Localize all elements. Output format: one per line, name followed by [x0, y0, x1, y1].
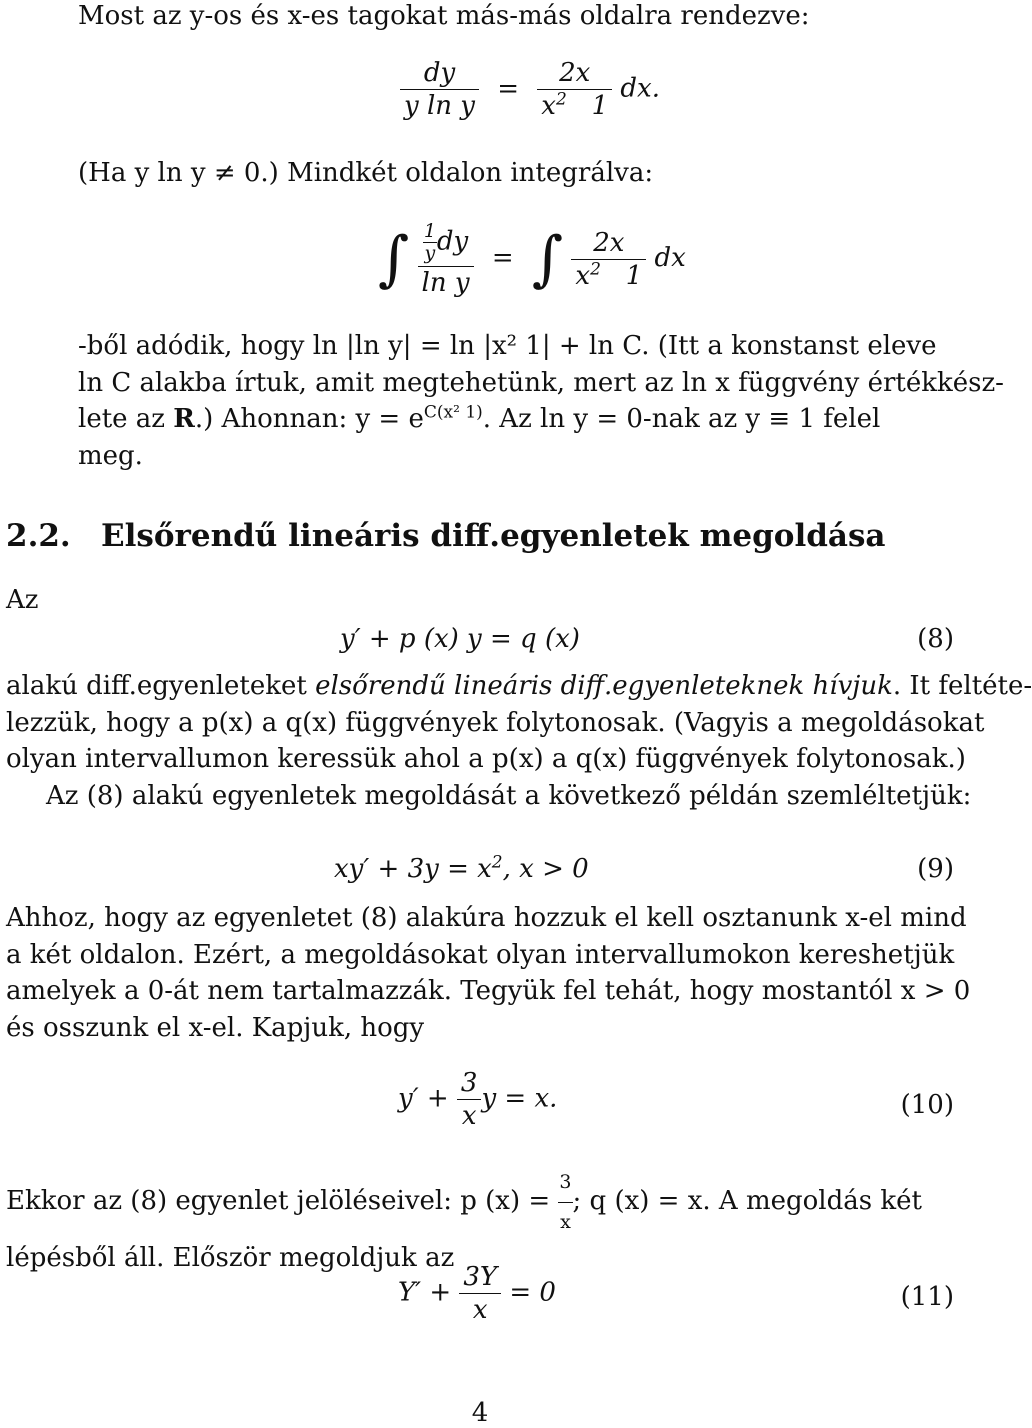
equation-9: $xy' + 3y = x^2$, x > 0 [334, 852, 589, 884]
fraction-3y-over-x: $\frac{3Y}{x}$ [459, 1264, 501, 1323]
definition-line-2: lezzük, hogy a p(x) a q(x) függvények folytonosak. (Vagyis a megoldásokat [6, 707, 985, 738]
divide-line-1: Ahhoz, hogy az egyenletet (8) alakúra hozzuk el kell osztanunk x-el mind [6, 903, 967, 933]
notation-line-1: Ekkor az (8) egyenlet jelöléseivel: p (x) = $\frac{3}{x}$ ; q (x) = x. A megoldás két [6, 1171, 922, 1233]
divide-line-2: a két oldalon. Ezért, a megoldásokat olyan intervallumokon kereshetjük [6, 939, 955, 970]
notation-line-2: lépésből áll. Először megoldjuk az [6, 1243, 455, 1273]
divide-line-4: és osszunk el x-el. Kapjuk, hogy [6, 1012, 425, 1043]
paragraph-definition [6, 668, 1032, 814]
paragraph-intro [78, 0, 810, 35]
paragraph-notation [6, 1164, 922, 1277]
result-line-1: -ből adódik, hogy ln |ln y| = ln |x² 1| + ln C. (Itt a konstanst eleve [78, 331, 937, 361]
equation-11-label: (11) [900, 1282, 954, 1312]
definition-line-3: olyan intervallumon keressük ahol a p(x) a q(x) függvények folytonosak.) [6, 744, 966, 774]
intro-text: Most az y-os és x-es tagokat más-más oldalra rendezve: [78, 1, 810, 31]
paragraph-divide [6, 900, 970, 1046]
result-line-2: ln C alakba írtuk, amit megtehetünk, mert az ln x függvény értékkész- [78, 367, 1004, 398]
equation-10-label: (10) [900, 1090, 954, 1120]
fraction-integral-rhs: $\frac{2x}{x^2 1}$ [571, 230, 646, 289]
definition-line-4: Az (8) alakú egyenletek megoldását a következő példán szemléltetjük: [46, 780, 972, 811]
integral-sign-left: ∫ [378, 224, 410, 294]
az-word: Az [6, 585, 39, 615]
integral-sign-right: ∫ [531, 224, 564, 294]
result-line-4: meg. [78, 440, 143, 471]
equation-8-label: (8) [917, 624, 954, 654]
section-heading [6, 518, 886, 554]
equation-8: y′ + p (x) y = q (x) [340, 624, 580, 654]
fraction-lhs: $\frac{dy}{\text{y ln y}}$ [400, 60, 479, 119]
integrate-text: (Ha y ln y ≠ 0.) Mindkét oldalon integrálva: [78, 158, 654, 188]
definition-line-1: alakú diff.egyenleteket elsőrendű lineáris diff.egyenleteknek hívjuk. It feltéte- [6, 671, 1032, 701]
equation-10: y′ + $\frac{3}{x}$ y = x. [398, 1068, 558, 1131]
fraction-3-over-x: $\frac{3}{x}$ [457, 1070, 482, 1129]
paragraph-integrate [78, 155, 653, 192]
equation-integral: ∫ $\frac{1}{y}$ dy ln y = ∫ $\frac{2x}{x^2 1}$ dx [378, 220, 686, 298]
page-number: 4 [471, 1398, 489, 1428]
fraction-integral-lhs: $\frac{1}{y}$ dy ln y [418, 222, 474, 296]
fraction-rhs: $\frac{2x}{x^2 1}$ [537, 60, 612, 119]
section-title: Elsőrendű lineáris diff.egyenletek megoldása [101, 518, 886, 554]
divide-line-3: amelyek a 0-át nem tartalmazzák. Tegyük fel tehát, hogy mostantól x > 0 [6, 976, 971, 1006]
result-line-3: lete az R.) Ahonnan: $y = e^{C(x^2 1)}$. Az ln y = 0-nak az y ≡ 1 felel [78, 402, 881, 434]
section-number: 2.2. [6, 518, 71, 554]
equation-9-label: (9) [917, 854, 954, 884]
paragraph-result [78, 328, 1004, 474]
equation-11: Y′ + $\frac{3Y}{x}$ = 0 [398, 1262, 556, 1325]
equation-separated: $\frac{dy}{\text{y ln y}}$ = $\frac{2x}{x^2 1}$ dx. [400, 60, 660, 119]
